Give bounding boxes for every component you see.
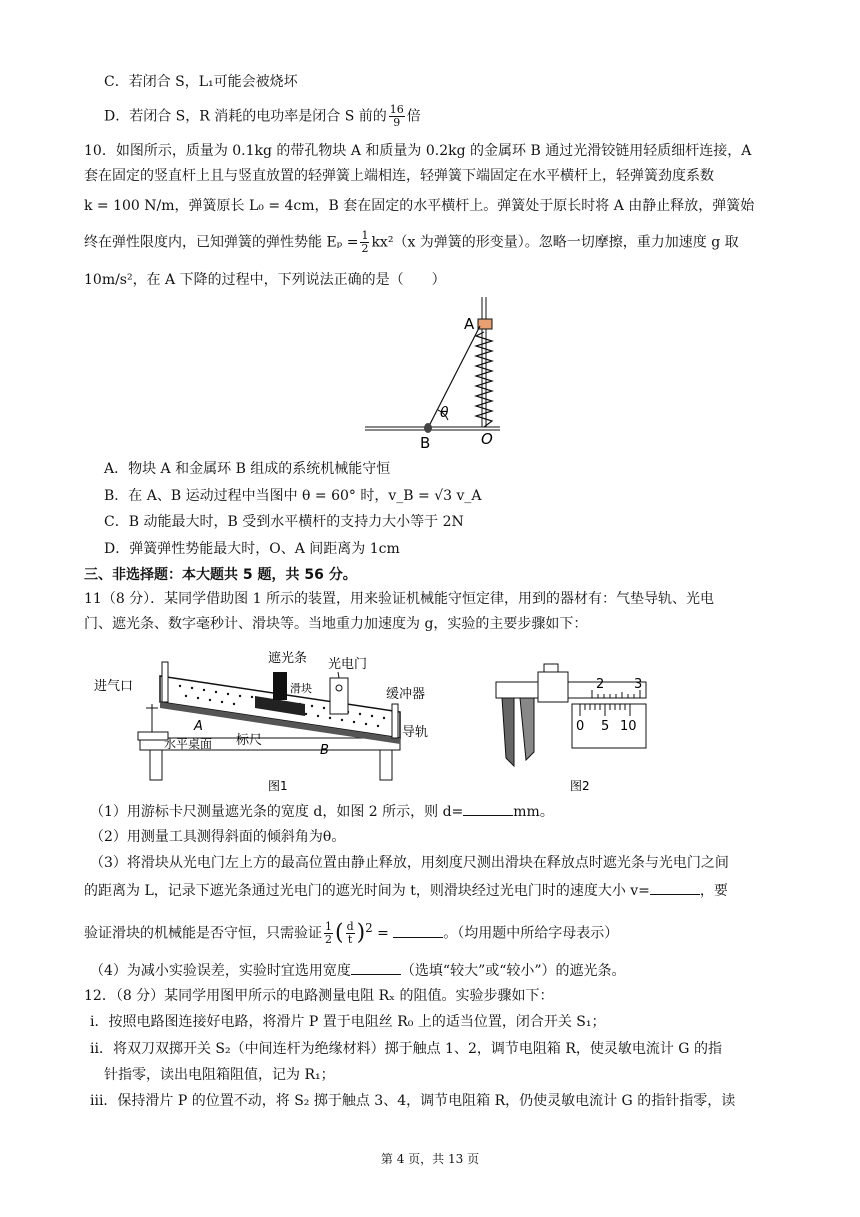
caliper-vernier-0: 0	[576, 719, 585, 734]
q9-option-c: C．若闭合 S，L₁可能会被烧坏	[104, 74, 298, 90]
caliper-vernier-5: 5	[601, 719, 610, 734]
q11-step-3-line-1: （3）将滑块从光电门左上方的最高位置由静止释放，用刻度尺测出滑块在释放点时遮光条与光电门之间	[90, 855, 729, 871]
q10-text-4: 终在弹性限度内，已知弹簧的弹性势能 Eₚ = $\frac{1}{2}$ kx²（x 为弹簧的形变量）。忽略一切摩擦，重力加速度 g 取	[84, 229, 739, 255]
label-o: O	[481, 430, 493, 448]
q11-text-1: 11（8 分）．某同学借助图 1 所示的装置，用来验证机械能守恒定律，用到的器材有：气垫导轨、光电	[84, 591, 714, 607]
ring-b	[424, 423, 432, 433]
caliper-vernier-10: 10	[620, 719, 637, 734]
caliper-main-3: 3	[634, 677, 643, 692]
q10-text-2: 套在固定的竖直杆上且与竖直放置的轻弹簧上端相连，轻弹簧下端固定在水平横杆上，轻弹簧劲度系数	[84, 168, 714, 184]
label-point-a: A	[194, 719, 203, 734]
q12-step-ii-line-2: 针指零，读出电阻箱阻值，记为 R₁；	[104, 1067, 335, 1083]
q12-step-ii-line-1: ii．将双刀双掷开关 S₂（中间连杆为绝缘材料）掷于触点 1、2，调节电阻箱 R，使灵敏电流计 G 的指	[90, 1041, 722, 1057]
label-gate: 光电门	[328, 657, 368, 672]
label-table: 水平桌面	[164, 737, 213, 751]
q10-text-3: k = 100 N/m，弹簧原长 L₀ = 4cm，B 套在固定的水平横杆上。弹簧处于原长时将 A 由静止释放，弹簧始	[84, 198, 755, 214]
block-a	[478, 319, 492, 329]
page-footer: 第 4 页，共 13 页	[380, 1152, 480, 1166]
q10-option-c: C．B 动能最大时，B 受到水平横杆的支持力大小等于 2N	[104, 514, 464, 530]
q11-text-2: 门、遮光条、数字毫秒计、滑块等。当地重力加速度为 g，实验的主要步骤如下：	[84, 616, 588, 632]
section-heading: 三、非选择题：本大题共 5 题，共 56 分。	[84, 567, 357, 583]
q11-step-3-line-3: 验证滑块的机械能是否守恒，只需验证 $\frac{1}{2}$ ( $\frac{d}{t}$ )$^2$ = 。（均用题中所给字母表示）	[84, 920, 619, 947]
spring	[476, 332, 492, 427]
label-a: A	[464, 315, 475, 333]
q10-text-1: 10．如图所示，质量为 0.1kg 的带孔物块 A 和质量为 0.2kg 的金属环 B 通过光滑铰链用轻质细杆连接，A	[84, 143, 752, 159]
q10-option-d: D．弹簧弹性势能最大时，O、A 间距离为 1cm	[104, 541, 400, 557]
label-buffer: 缓冲器	[386, 687, 426, 702]
shade-strip	[273, 672, 287, 700]
figure-1-caption: 图1	[268, 779, 288, 793]
q11-step-3-line-2: 的距离为 L，记录下遮光条通过光电门的遮光时间为 t，则滑块经过光电门时的速度大小 v= ，要	[84, 880, 728, 901]
q11-figure-2	[488, 660, 658, 794]
answer-blank-d[interactable]	[463, 801, 513, 816]
label-inlet: 进气口	[94, 679, 134, 694]
label-point-b: B	[320, 743, 329, 758]
q12-step-iii: iii．保持滑片 P 的位置不动，将 S₂ 掷于触点 3、4，调节电阻箱 R，仍使灵敏电流计 G 的指针指零，读	[90, 1093, 736, 1109]
q12-text-1: 12．（8 分）某同学用图甲所示的电路测量电阻 Rₓ 的阻值。实验步骤如下：	[84, 988, 554, 1004]
answer-blank-v[interactable]	[650, 880, 700, 895]
answer-blank-width[interactable]	[351, 960, 401, 975]
label-rail: 导轨	[402, 725, 429, 740]
q11-step-1: （1）用游标卡尺测量遮光条的宽度 d，如图 2 所示，则 d= mm。	[90, 801, 554, 822]
answer-blank-expression[interactable]	[393, 923, 443, 938]
label-slider: 滑块	[290, 682, 312, 695]
label-theta: θ	[440, 405, 449, 421]
label-scale: 标尺	[236, 733, 263, 748]
q10-option-b: B．在 A、B 运动过程中当图中 θ = 60° 时，v_B = √3 v_A	[104, 488, 482, 504]
q9-option-d: D．若闭合 S，R 消耗的电功率是闭合 S 前的 $\frac{16}{9}$ 倍	[104, 103, 421, 129]
caliper-main-2: 2	[596, 677, 605, 692]
q11-figure-1	[90, 644, 450, 794]
q11-step-4: （4）为减小实验误差，实验时宜选用宽度 （选填“较大”或“较小”）的遮光条。	[90, 960, 626, 981]
q12-step-i: i．按照电路图连接好电路，将滑片 P 置于电阻丝 R₀ 上的适当位置，闭合开关 S₁；	[90, 1014, 606, 1030]
q10-text-5: 10m/s²，在 A 下降的过程中，下列说法正确的是（ ）	[84, 272, 446, 288]
figure-2-caption: 图2	[570, 779, 590, 793]
label-b: B	[420, 434, 431, 452]
q10-option-a: A．物块 A 和金属环 B 组成的系统机械能守恒	[104, 461, 391, 477]
photogate	[330, 678, 348, 714]
q11-step-2: （2）用测量工具测得斜面的倾斜角为θ。	[90, 829, 346, 845]
rod	[428, 326, 480, 428]
label-shade: 遮光条	[268, 651, 308, 666]
q10-figure	[360, 292, 510, 452]
